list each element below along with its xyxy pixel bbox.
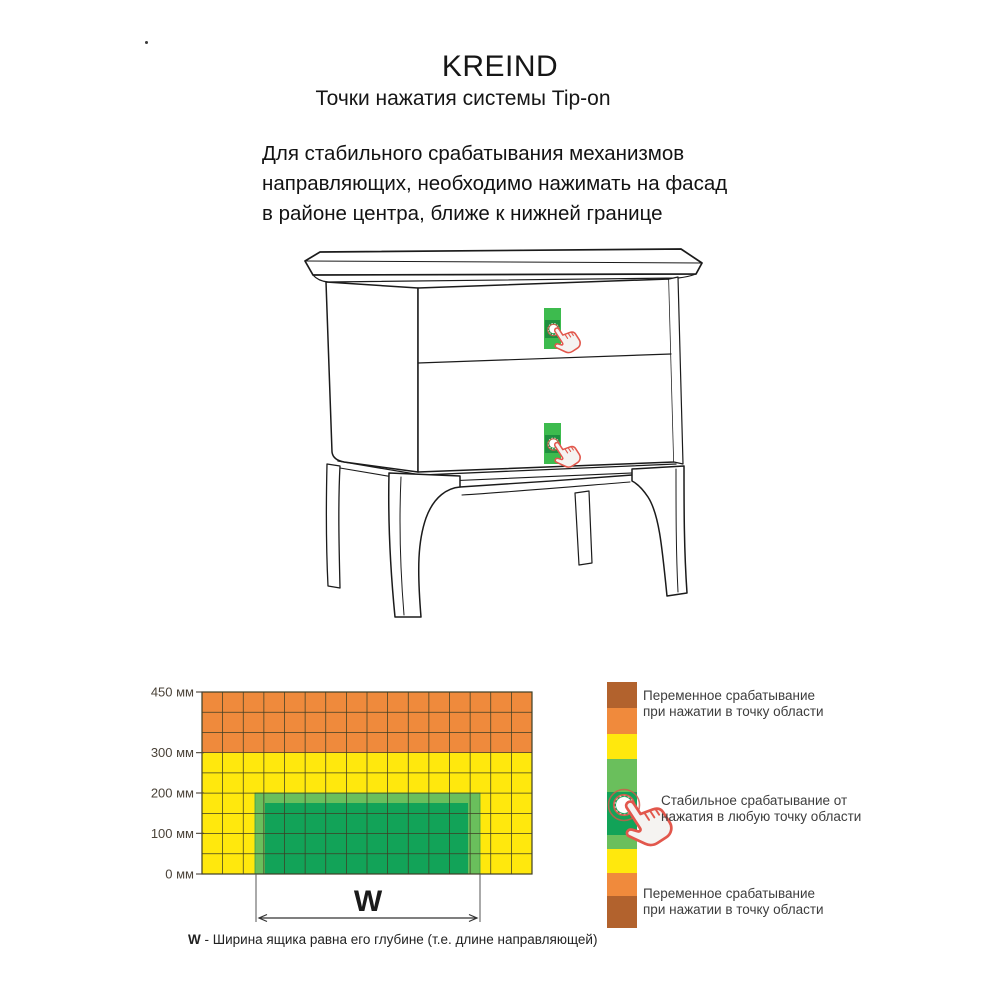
legend-segment-brown-bottom <box>607 896 637 928</box>
cabinet-outline <box>305 249 702 617</box>
page-subtitle: Точки нажатия системы Tip-on <box>315 87 611 110</box>
pressure-zone-chart <box>150 678 545 928</box>
legend-segment-brown-top <box>607 682 637 708</box>
chart-caption <box>188 932 597 947</box>
legend-item-line: при нажатии в точку области <box>643 901 824 917</box>
page-mark-dot <box>145 41 148 44</box>
legend-segment-orange-top <box>607 708 637 734</box>
caption-symbol: W <box>188 932 201 947</box>
y-tick-200: 200 мм <box>150 785 194 801</box>
y-tick-100: 100 мм <box>150 826 194 841</box>
y-tick-450: 450 мм <box>150 684 194 700</box>
intro-line-3: в районе центра, ближе к нижней границе <box>262 202 663 225</box>
nightstand-illustration <box>280 246 704 626</box>
y-tick-0: 0 мм <box>165 866 194 882</box>
intro-line-2: направляющих, необходимо нажимать на фасад <box>262 172 728 195</box>
legend-item-line: Переменное срабатывание <box>643 688 816 703</box>
legend-item-line: при нажатии в точку области <box>643 703 824 719</box>
legend-segment-orange-bottom <box>607 873 637 896</box>
brand-title: KREIND <box>441 50 559 83</box>
width-label: W <box>353 885 383 918</box>
intro-line-1: Для стабильного срабатывания механизмов <box>262 142 685 165</box>
legend-item-variable-top <box>643 688 824 719</box>
legend-item-stable <box>661 793 861 824</box>
legend-item-variable-bottom <box>643 886 824 917</box>
legend-segment-yellow-top <box>607 734 637 759</box>
legend-item-line: Переменное срабатывание <box>643 886 816 901</box>
legend-item-line: Стабильное срабатывание от <box>661 793 848 808</box>
legend-item-line: нажатия в любую точку области <box>661 808 862 824</box>
caption-text: - Ширина ящика равна его глубине (т.е. длине направляющей) <box>200 932 598 947</box>
y-tick-300: 300 мм <box>150 745 194 760</box>
intro-paragraph <box>262 139 727 229</box>
